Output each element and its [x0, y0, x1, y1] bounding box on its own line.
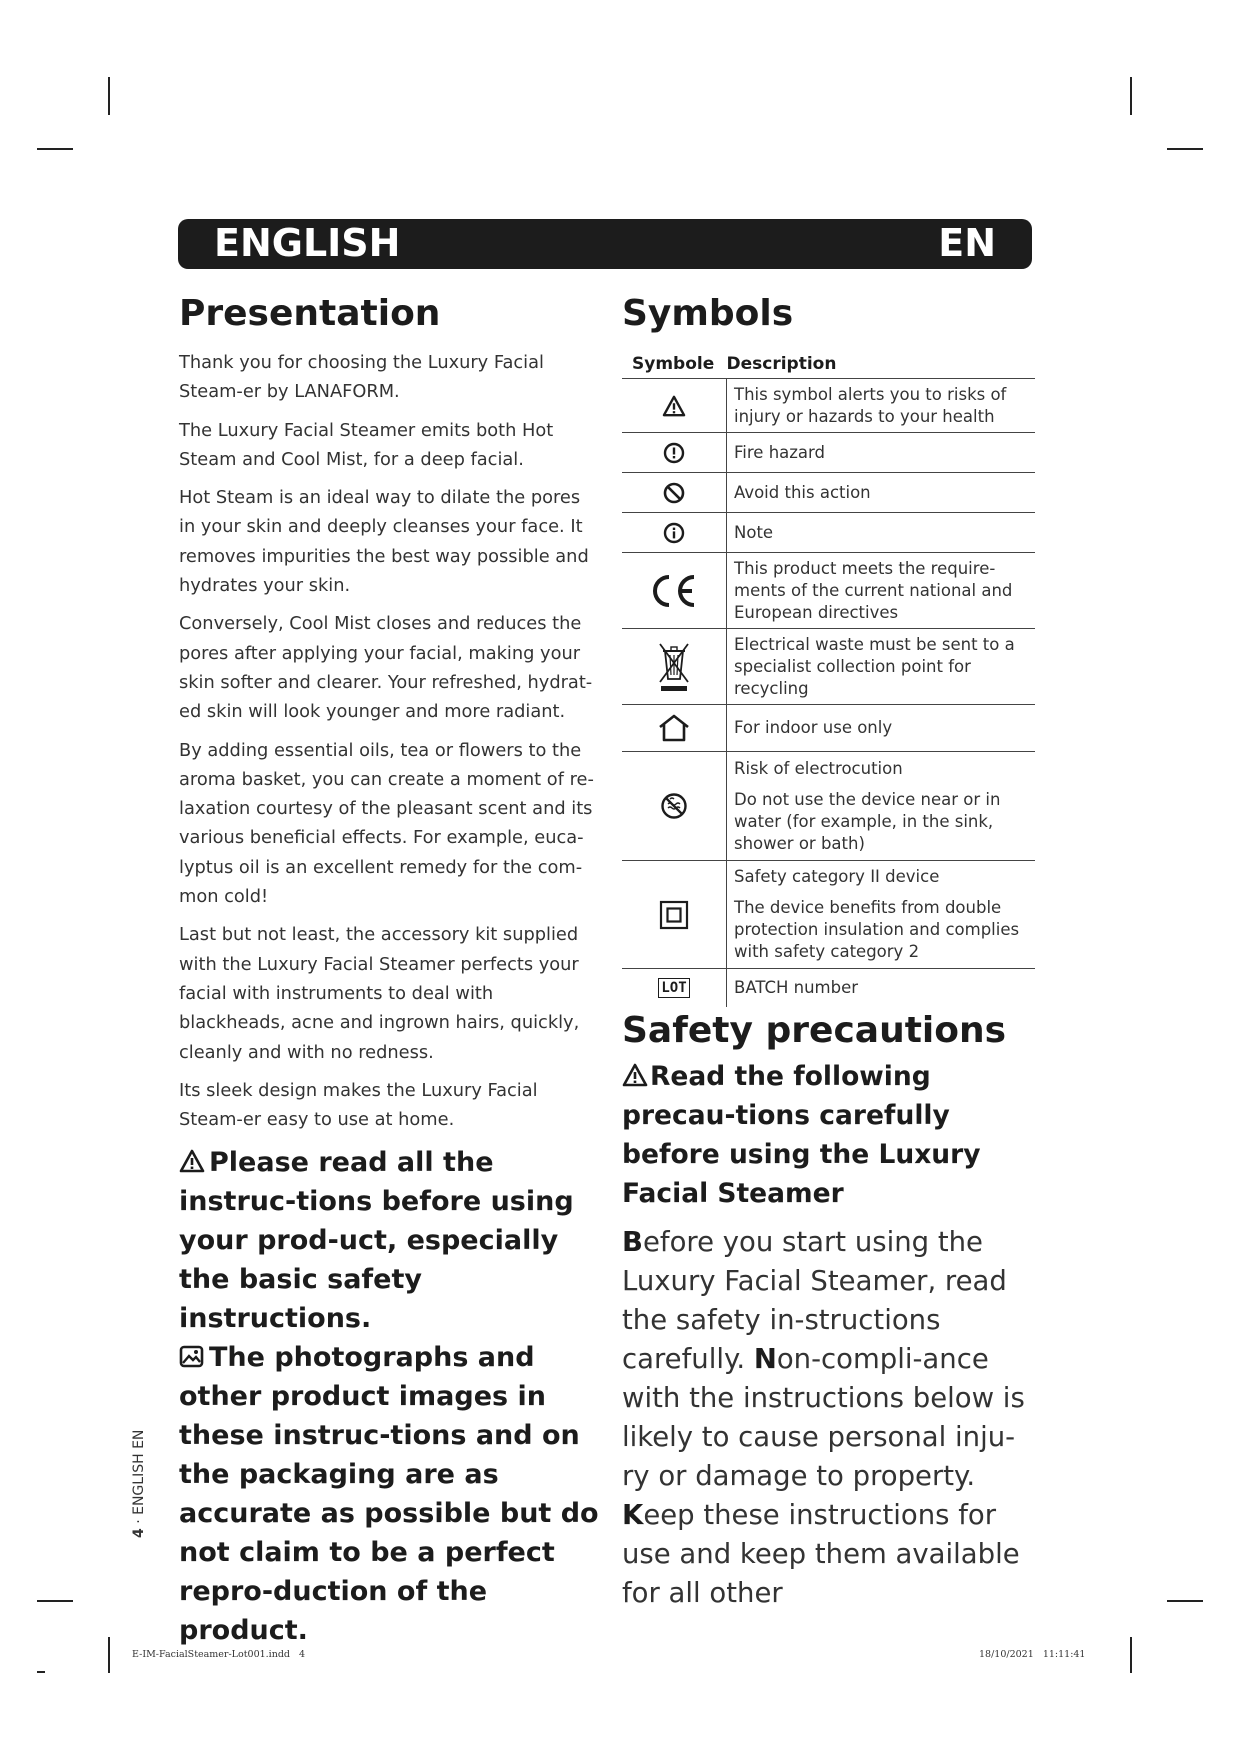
symbols-table — [622, 344, 1035, 1007]
description-line: The device benefits from double protection insulation and complies with safety category 2 — [734, 898, 1020, 961]
language-code: EN — [938, 221, 996, 265]
note-icon — [663, 522, 685, 544]
page-number: 4 — [131, 1528, 147, 1538]
table-row — [622, 705, 1035, 752]
presentation-paragraph: Conversely, Cool Mist closes and reduces the pores after applying your facial, making your skin softer and clearer. Your refreshed, hydrat-ed skin will look younger and more radiant. — [179, 613, 593, 723]
fire-hazard-icon — [663, 442, 685, 464]
description-column-header: Description — [726, 354, 837, 374]
drop-letter: B — [622, 1225, 643, 1258]
indoor-house-icon — [657, 713, 691, 743]
description-line: Safety category II device — [734, 867, 940, 886]
safety-body-text — [622, 1223, 1042, 1613]
crop-mark — [1130, 1637, 1132, 1673]
symbol-cell — [622, 553, 727, 629]
ce-mark-icon — [648, 572, 700, 610]
crop-mark — [37, 1671, 45, 1673]
safety-precautions-title: Safety precautions — [622, 1009, 1007, 1051]
symbol-cell — [622, 513, 727, 553]
table-row — [622, 553, 1035, 629]
safety-subtitle — [622, 1057, 1042, 1213]
symbol-cell — [622, 969, 727, 1007]
picture-icon — [179, 1344, 205, 1368]
symbol-cell — [622, 705, 727, 752]
table-row — [622, 473, 1035, 513]
presentation-paragraph: Thank you for choosing the Luxury Facial Steam-er by LANAFORM. — [179, 352, 544, 403]
presentation-paragraph: Its sleek design makes the Luxury Facial Steam-er easy to use at home. — [179, 1079, 538, 1131]
weee-bin-icon — [656, 641, 692, 693]
description-cell: Note — [727, 513, 1036, 553]
safety-body-segment: eep these instructions for use and keep them available for all other — [622, 1498, 1020, 1609]
table-row — [622, 433, 1035, 473]
footer-date: 18/10/2021 11:11:41 — [979, 1649, 1086, 1660]
table-row — [622, 752, 1035, 861]
symbol-column-header: Symbole — [632, 354, 715, 374]
read-instructions-notice — [179, 1143, 599, 1338]
language-header-bar — [178, 219, 1032, 269]
crop-mark — [37, 148, 73, 150]
photo-disclaimer-notice — [179, 1338, 599, 1650]
table-row — [622, 969, 1035, 1007]
safety-body-segment: efore you start using the Luxury Facial Steamer, read the safety in-structions carefully. — [622, 1225, 1007, 1375]
symbol-cell — [622, 473, 727, 513]
photo-disclaimer-text: The photographs and other product images in these instruc-tions and on the packaging are as accurate as possible but do not claim to be a perfect repro-duction of the product. — [179, 1342, 599, 1647]
crop-mark — [108, 77, 110, 115]
read-instructions-text: Please read all the instruc-tions before using your prod-uct, especially the basic safety instructions. — [179, 1147, 574, 1335]
page-side-label — [131, 1430, 147, 1538]
crop-mark — [108, 1637, 110, 1673]
table-row — [622, 379, 1035, 433]
description-cell: Fire hazard — [727, 433, 1036, 473]
table-row — [622, 513, 1035, 553]
description-cell: This symbol alerts you to risks of injury or hazards to your health — [727, 379, 1036, 433]
language-title: ENGLISH — [214, 221, 401, 265]
presentation-paragraph: Last but not least, the accessory kit supplied with the Luxury Facial Steamer perfects your facial with instruments to deal with blackheads, acne and ingrown hairs, quickly, cleanly and with no redness. — [179, 924, 580, 1063]
presentation-title: Presentation — [179, 293, 441, 334]
symbol-cell — [622, 752, 727, 861]
warning-triangle-icon — [179, 1149, 205, 1173]
description-cell — [727, 861, 1036, 969]
presentation-column — [179, 290, 599, 1650]
description-cell: Avoid this action — [727, 473, 1036, 513]
prohibited-icon — [663, 482, 685, 504]
no-water-icon — [660, 792, 688, 820]
side-label-text: · ENGLISH EN — [131, 1429, 147, 1524]
description-cell — [727, 752, 1036, 861]
description-cell: Electrical waste must be sent to a specialist collection point for recycling — [727, 629, 1036, 705]
description-line: Do not use the device near or in water (for example, in the sink, shower or bath) — [734, 789, 1001, 853]
footer-file-name: E-IM-FacialSteamer-Lot001.indd 4 — [132, 1649, 306, 1660]
description-line: Risk of electrocution — [734, 758, 903, 778]
warning-triangle-icon — [662, 395, 686, 417]
table-row — [622, 861, 1035, 969]
symbol-cell — [622, 379, 727, 433]
table-row — [622, 629, 1035, 705]
presentation-paragraph: Hot Steam is an ideal way to dilate the pores in your skin and deeply cleanses your face. It removes impurities the best way possible and hydrates your skin. — [179, 487, 589, 597]
crop-mark — [1167, 1600, 1203, 1602]
crop-mark — [37, 1600, 73, 1602]
crop-mark — [1167, 148, 1203, 150]
symbols-table-header — [622, 344, 1035, 379]
presentation-paragraph: The Luxury Facial Steamer emits both Hot Steam and Cool Mist, for a deep facial. — [179, 419, 554, 470]
symbol-cell — [622, 629, 727, 705]
description-cell: BATCH number — [727, 969, 1036, 1007]
lot-icon: LOT — [658, 978, 689, 998]
symbol-cell — [622, 861, 727, 969]
safety-subtitle-text: Read the following precau-tions carefully before using the Luxury Facial Steamer — [622, 1060, 981, 1209]
warning-triangle-icon — [622, 1063, 648, 1087]
drop-letter: K — [622, 1498, 644, 1531]
description-cell: This product meets the require-ments of the current national and European directives — [727, 553, 1036, 629]
symbols-title: Symbols — [622, 293, 794, 334]
symbols-column — [622, 290, 1042, 1613]
safety-body-segment: on-compli-ance with the instructions below is likely to cause personal inju-ry or damage to property. — [622, 1342, 1025, 1492]
symbol-cell — [622, 433, 727, 473]
double-insulation-icon — [659, 900, 689, 930]
crop-mark — [1130, 77, 1132, 115]
description-cell: For indoor use only — [727, 705, 1036, 752]
drop-letter: N — [753, 1342, 777, 1375]
presentation-paragraph: By adding essential oils, tea or flowers to the aroma basket, you can create a moment of re-laxation courtesy of the pleasant scent and its various beneficial effects. For example, euca-lyptus oil is an excellent remedy for the com-mon cold! — [179, 739, 594, 908]
